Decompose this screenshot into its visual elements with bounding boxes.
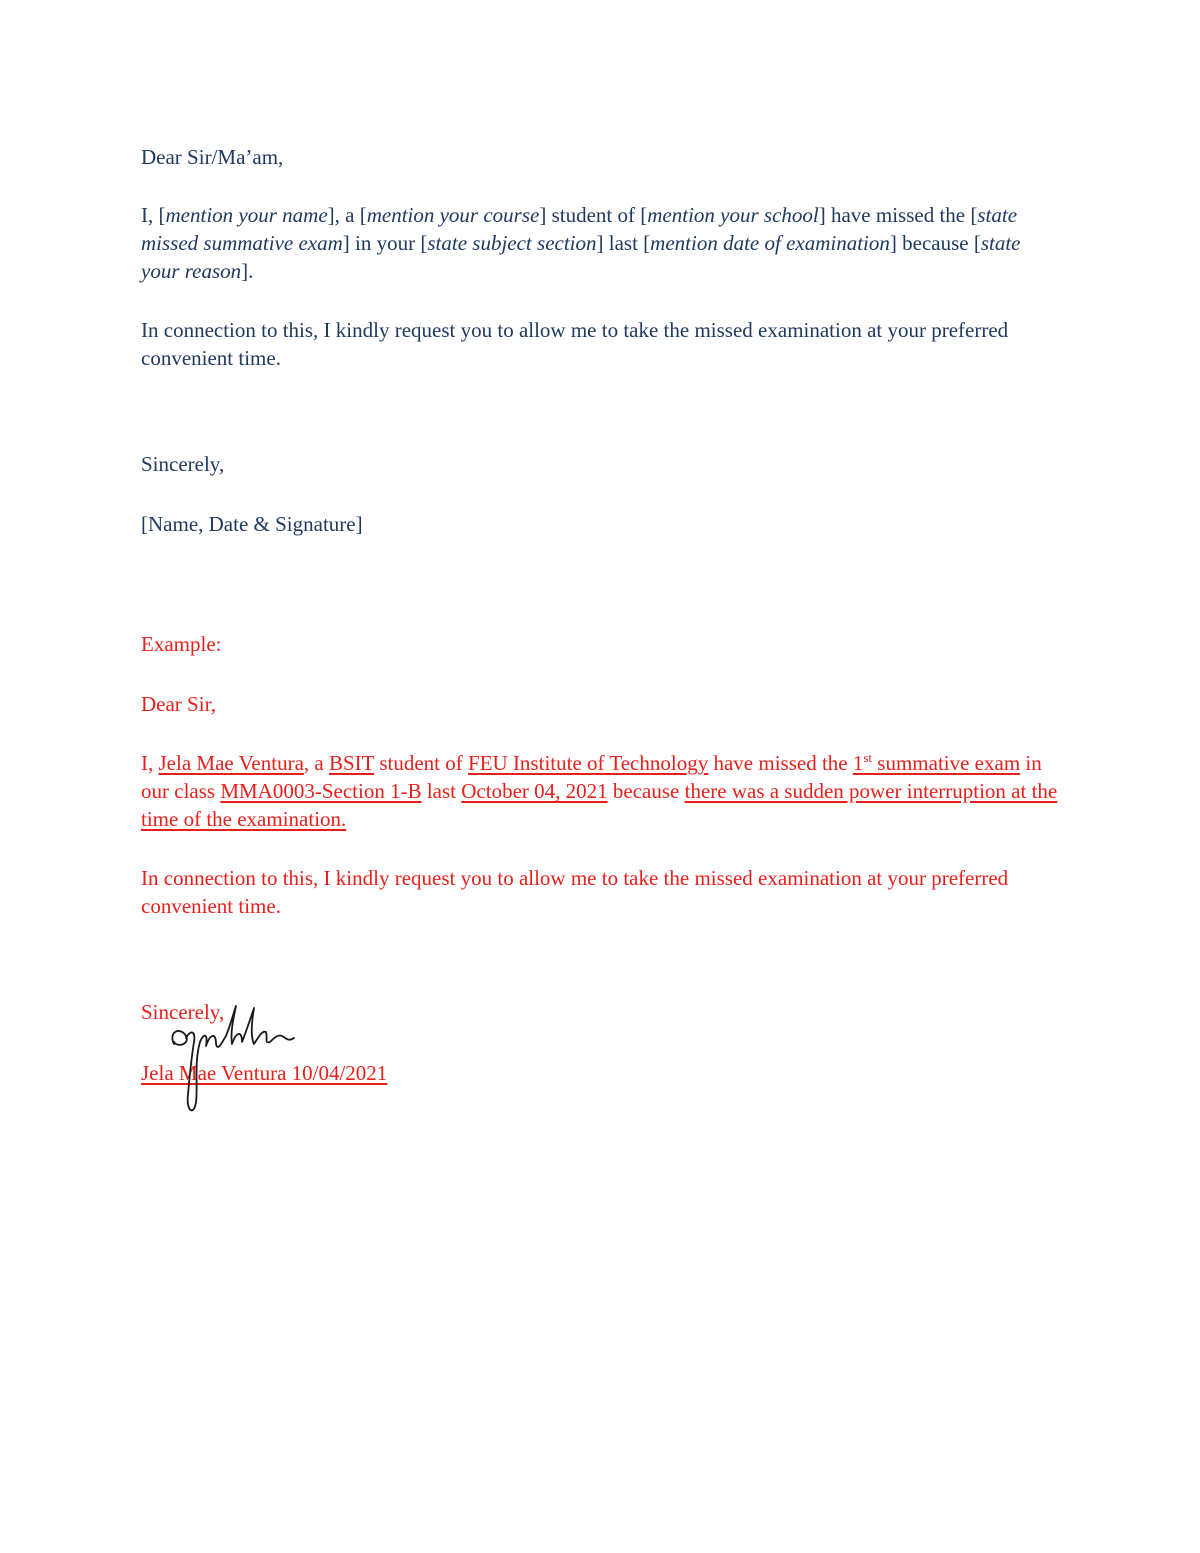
placeholder-reason: state your reason — [141, 231, 1021, 283]
template-signature-placeholder: [Name, Date & Signature] — [141, 512, 363, 536]
example-name: Jela Mae Ventura — [158, 751, 304, 775]
placeholder-school: mention your school — [647, 203, 819, 227]
placeholder-course: mention your course — [366, 203, 540, 227]
example-school: FEU Institute of Technology — [468, 751, 709, 775]
example-closing: Sincerely, — [141, 1000, 225, 1024]
placeholder-date: mention date of examination — [650, 231, 890, 255]
example-date: October 04, 2021 — [461, 779, 608, 803]
example-greeting: Dear Sir, — [141, 692, 216, 716]
placeholder-name: mention your name — [165, 203, 328, 227]
example-body-paragraph: I, Jela Mae Ventura, a BSIT student of FEU Institute of Technology have missed the 1st summative exam in our class MMA0003-Section 1-B last October 04, 2021 because there was a sudden power interruption at the time of the examination. — [141, 750, 1058, 831]
placeholder-exam: state missed summative exam — [141, 203, 1018, 255]
example-signed-name-date: Jela Mae Ventura 10/04/2021 — [141, 1061, 388, 1085]
example-request-paragraph: In connection to this, I kindly request you to allow me to take the missed examination at your preferred convenient time. — [141, 866, 1009, 918]
handwritten-signature — [160, 1002, 320, 1122]
template-greeting: Dear Sir/Ma’am, — [141, 145, 284, 169]
example-label: Example: — [141, 632, 222, 656]
example-section: MMA0003-Section 1-B — [220, 779, 422, 803]
example-exam: 1st summative exam — [852, 750, 1021, 775]
placeholder-subject-section: state subject section — [427, 231, 597, 255]
template-closing: Sincerely, — [141, 452, 225, 476]
example-reason: there was a sudden power interruption at the time of the examination. — [141, 779, 1058, 831]
template-request-paragraph: In connection to this, I kindly request you to allow me to take the missed examination at your preferred convenient time. — [141, 318, 1009, 370]
template-body-paragraph: I, [mention your name], a [mention your course] student of [mention your school] have missed the [state missed summative exam] in your [state subject section] last [mention date of examination] because [state your reason]. — [141, 203, 1021, 283]
example-course: BSIT — [328, 751, 375, 775]
